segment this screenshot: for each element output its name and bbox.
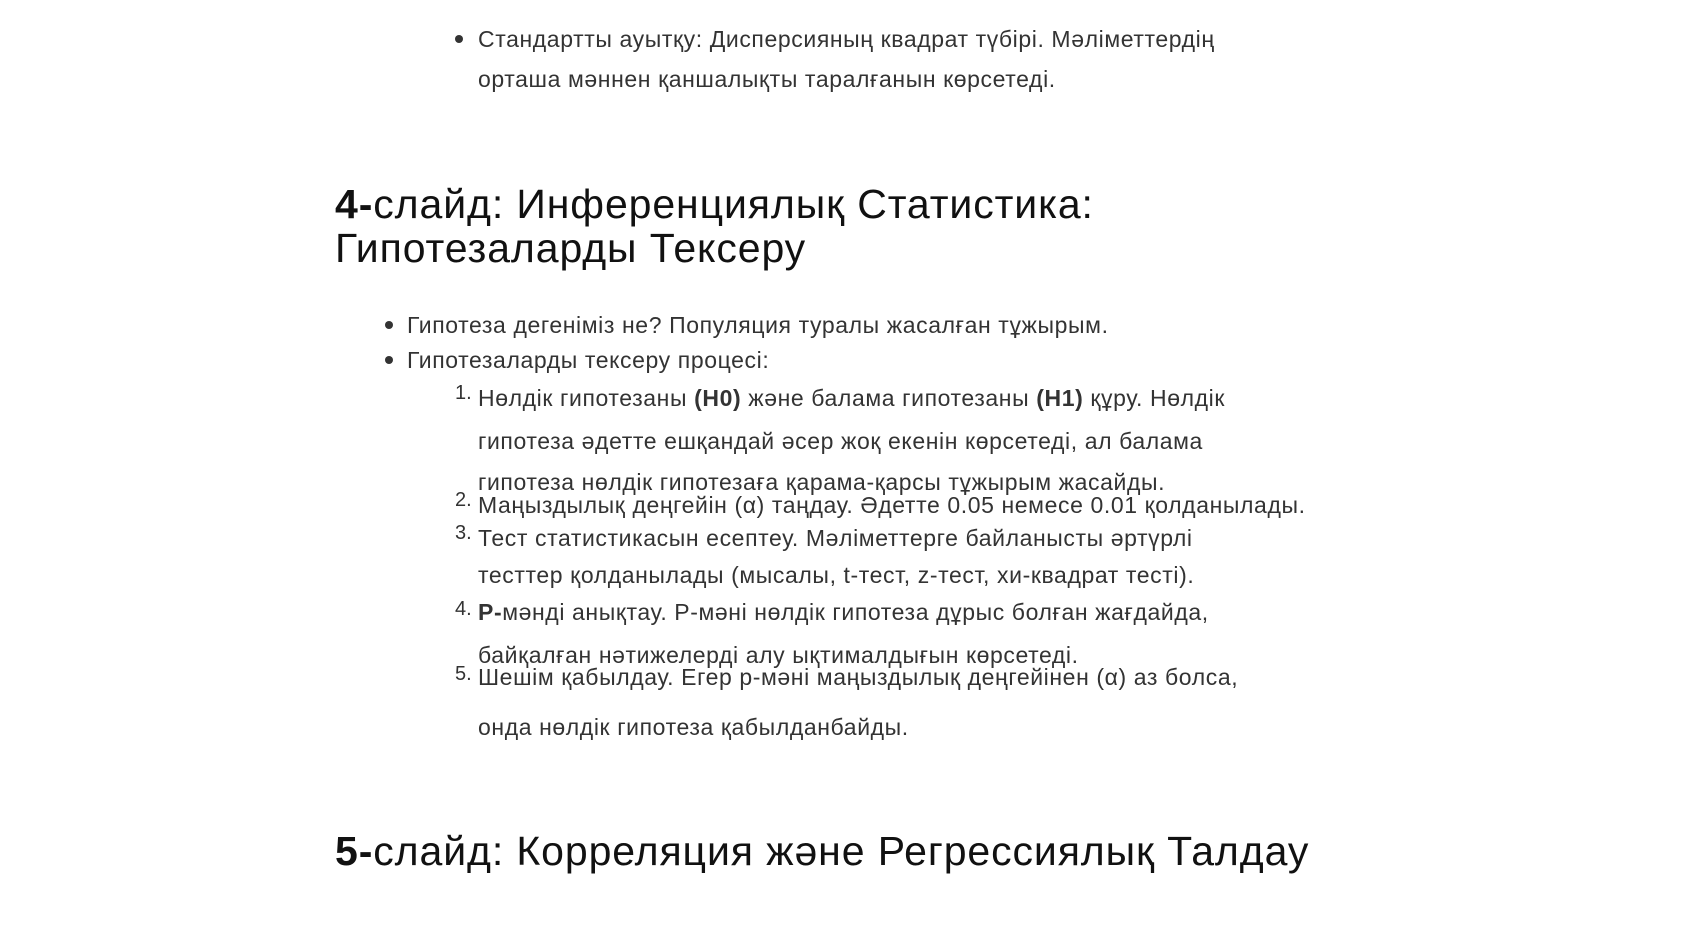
hypothesis-process-item: Гипотезаларды тексеру процесі: <box>407 347 770 373</box>
step-1-text: және балама гипотезаны <box>741 385 1037 411</box>
std-dev-text-line-1: Стандартты ауытқу: Дисперсияның квадрат түбірі. Мәліметтердің <box>478 26 1215 52</box>
step-1-text: құру. Нөлдік <box>1083 385 1226 411</box>
step-1-line-1 <box>478 383 1225 413</box>
step-number: 2. <box>455 489 472 511</box>
slide5-heading-number: 5- <box>335 828 374 874</box>
step-1-line-2: гипотеза әдетте ешқандай әсер жоқ екенін көрсетеді, ал балама <box>478 428 1203 454</box>
slide4-heading <box>335 181 1094 227</box>
std-dev-text-line-2: орташа мәннен қаншалықты таралғанын көрсетеді. <box>478 66 1056 92</box>
step-4-line-1 <box>478 597 1209 627</box>
step-4-line-2: байқалған нәтижелерді алу ықтималдығын көрсетеді. <box>478 642 1079 668</box>
hypothesis-definition-item: Гипотеза дегеніміз не? Популяция туралы жасалған тұжырым. <box>407 312 1109 338</box>
step-number: 4. <box>455 598 472 620</box>
step-2-line-1: Маңыздылық деңгейін (α) таңдау. Әдетте 0.05 немесе 0.01 қолданылады. <box>478 492 1306 518</box>
h1-label: (H1) <box>1036 385 1084 411</box>
step-5-line-1: Шешім қабылдау. Егер p-мәні маңыздылық деңгейінен (α) аз болса, <box>478 664 1239 690</box>
step-3-line-1: Тест статистикасын есептеу. Мәліметтерге байланысты әртүрлі <box>478 525 1193 551</box>
bullet-marker <box>455 35 463 43</box>
step-4-text: мәнді анықтау. P-мәні нөлдік гипотеза дұрыс болған жағдайда, <box>502 599 1209 625</box>
step-1-line-3: гипотеза нөлдік гипотезаға қарама-қарсы тұжырым жасайды. <box>478 469 1166 495</box>
step-number: 5. <box>455 663 472 685</box>
h0-label: (H0) <box>694 385 742 411</box>
step-number: 1. <box>455 382 472 404</box>
step-number: 3. <box>455 522 472 544</box>
step-5-line-2: онда нөлдік гипотеза қабылданбайды. <box>478 714 909 740</box>
p-value-label: P- <box>478 599 503 625</box>
step-3-line-2: тесттер қолданылады (мысалы, t-тест, z-тест, хи-квадрат тесті). <box>478 562 1195 588</box>
slide5-heading <box>335 828 1309 874</box>
slide4-heading-line2: Гипотезаларды Тексеру <box>335 225 807 271</box>
slide4-heading-number: 4- <box>335 181 374 227</box>
bullet-marker <box>385 321 393 329</box>
slide5-heading-title: слайд: Корреляция және Регрессиялық Талдау <box>373 828 1310 874</box>
bullet-marker <box>385 356 393 364</box>
step-1-text: Нөлдік гипотезаны <box>478 385 695 411</box>
slide4-heading-title: слайд: Инференциялық Статистика: <box>373 181 1094 227</box>
